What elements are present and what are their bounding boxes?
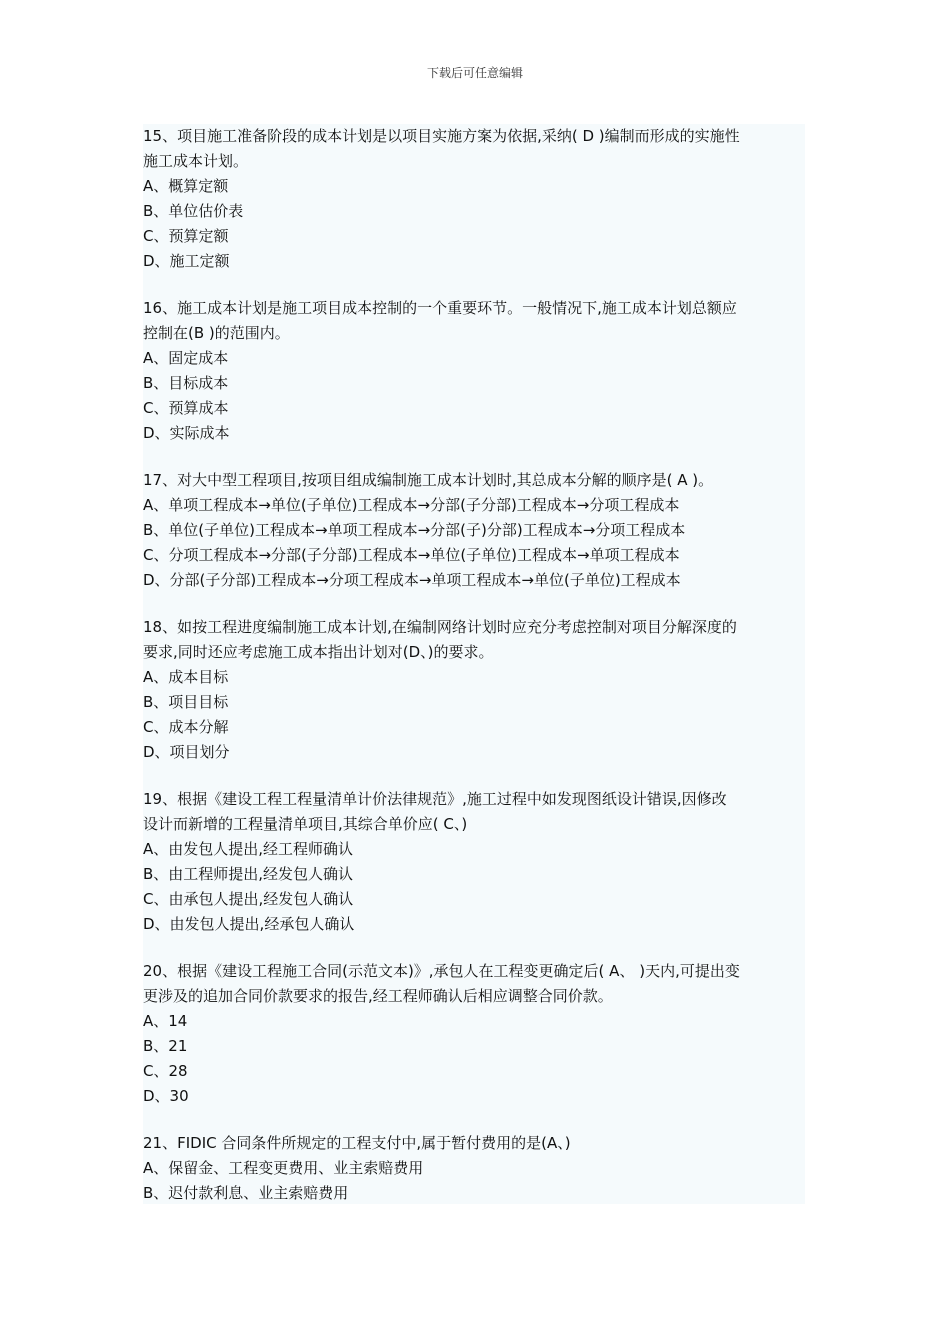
answer-option: B、迟付款利息、业主索赔费用 <box>143 1184 349 1202</box>
answer-option: D、由发包人提出,经承包人确认 <box>143 915 355 933</box>
answer-option: D、30 <box>143 1087 189 1105</box>
answer-option: B、由工程师提出,经发包人确认 <box>143 865 354 883</box>
question-block <box>143 787 805 937</box>
answer-option: A、单项工程成本→单位(子单位)工程成本→分部(子分部)工程成本→分项工程成本 <box>143 496 680 514</box>
answer-option: A、概算定额 <box>143 177 229 195</box>
answer-option: B、单位(子单位)工程成本→单项工程成本→分部(子)分部)工程成本→分项工程成本 <box>143 521 686 539</box>
answer-option: D、实际成本 <box>143 424 230 442</box>
question-text: 18、如按工程进度编制施工成本计划,在编制网络计划时应充分考虑控制对项目分解深度的 <box>143 618 737 636</box>
answer-option: C、成本分解 <box>143 718 229 736</box>
question-text: 17、对大中型工程项目,按项目组成编制施工成本计划时,其总成本分解的顺序是( A )。 <box>143 471 714 489</box>
question-text: 19、根据《建设工程工程量清单计价法律规范》,施工过程中如发现图纸设计错误,因修改 <box>143 790 727 808</box>
question-block <box>143 1131 805 1206</box>
question-text: 施工成本计划。 <box>143 152 249 170</box>
answer-option: A、14 <box>143 1012 188 1030</box>
answer-option: C、分项工程成本→分部(子分部)工程成本→单位(子单位)工程成本→单项工程成本 <box>143 546 680 564</box>
answer-option: B、项目目标 <box>143 693 229 711</box>
question-text: 要求,同时还应考虑施工成本指出计划对(D、)的要求。 <box>143 643 494 661</box>
question-block <box>143 468 805 593</box>
answer-option: D、项目划分 <box>143 743 230 761</box>
answer-option: A、固定成本 <box>143 349 229 367</box>
question-block <box>143 124 805 274</box>
question-text: 更涉及的追加合同价款要求的报告,经工程师确认后相应调整合同价款。 <box>143 987 613 1005</box>
answer-option: C、预算成本 <box>143 399 229 417</box>
question-text: 16、施工成本计划是施工项目成本控制的一个重要环节。一般情况下,施工成本计划总额应 <box>143 299 737 317</box>
question-block <box>143 615 805 765</box>
answer-option: C、28 <box>143 1062 188 1080</box>
question-block <box>143 959 805 1109</box>
answer-option: B、目标成本 <box>143 374 229 392</box>
answer-option: C、预算定额 <box>143 227 229 245</box>
question-text: 设计而新增的工程量清单项目,其综合单价应( C、) <box>143 815 468 833</box>
question-text: 21、FIDIC 合同条件所规定的工程支付中,属于暂付费用的是(A、) <box>143 1134 571 1152</box>
question-text: 控制在(B )的范围内。 <box>143 324 290 342</box>
document-content <box>143 124 805 1204</box>
answer-option: B、单位估价表 <box>143 202 244 220</box>
answer-option: C、由承包人提出,经发包人确认 <box>143 890 354 908</box>
answer-option: B、21 <box>143 1037 188 1055</box>
page-header: 下载后可任意编辑 <box>426 66 523 80</box>
answer-option: D、分部(子分部)工程成本→分项工程成本→单项工程成本→单位(子单位)工程成本 <box>143 571 681 589</box>
question-text: 20、根据《建设工程施工合同(示范文本)》,承包人在工程变更确定后( A、 )天内,可提出变 <box>143 962 740 980</box>
question-block <box>143 296 805 446</box>
answer-option: A、保留金、工程变更费用、业主索赔费用 <box>143 1159 424 1177</box>
question-text: 15、项目施工准备阶段的成本计划是以项目实施方案为依据,采纳( D )编制而形成的实施性 <box>143 127 740 145</box>
answer-option: A、成本目标 <box>143 668 229 686</box>
answer-option: D、施工定额 <box>143 252 230 270</box>
answer-option: A、由发包人提出,经工程师确认 <box>143 840 354 858</box>
